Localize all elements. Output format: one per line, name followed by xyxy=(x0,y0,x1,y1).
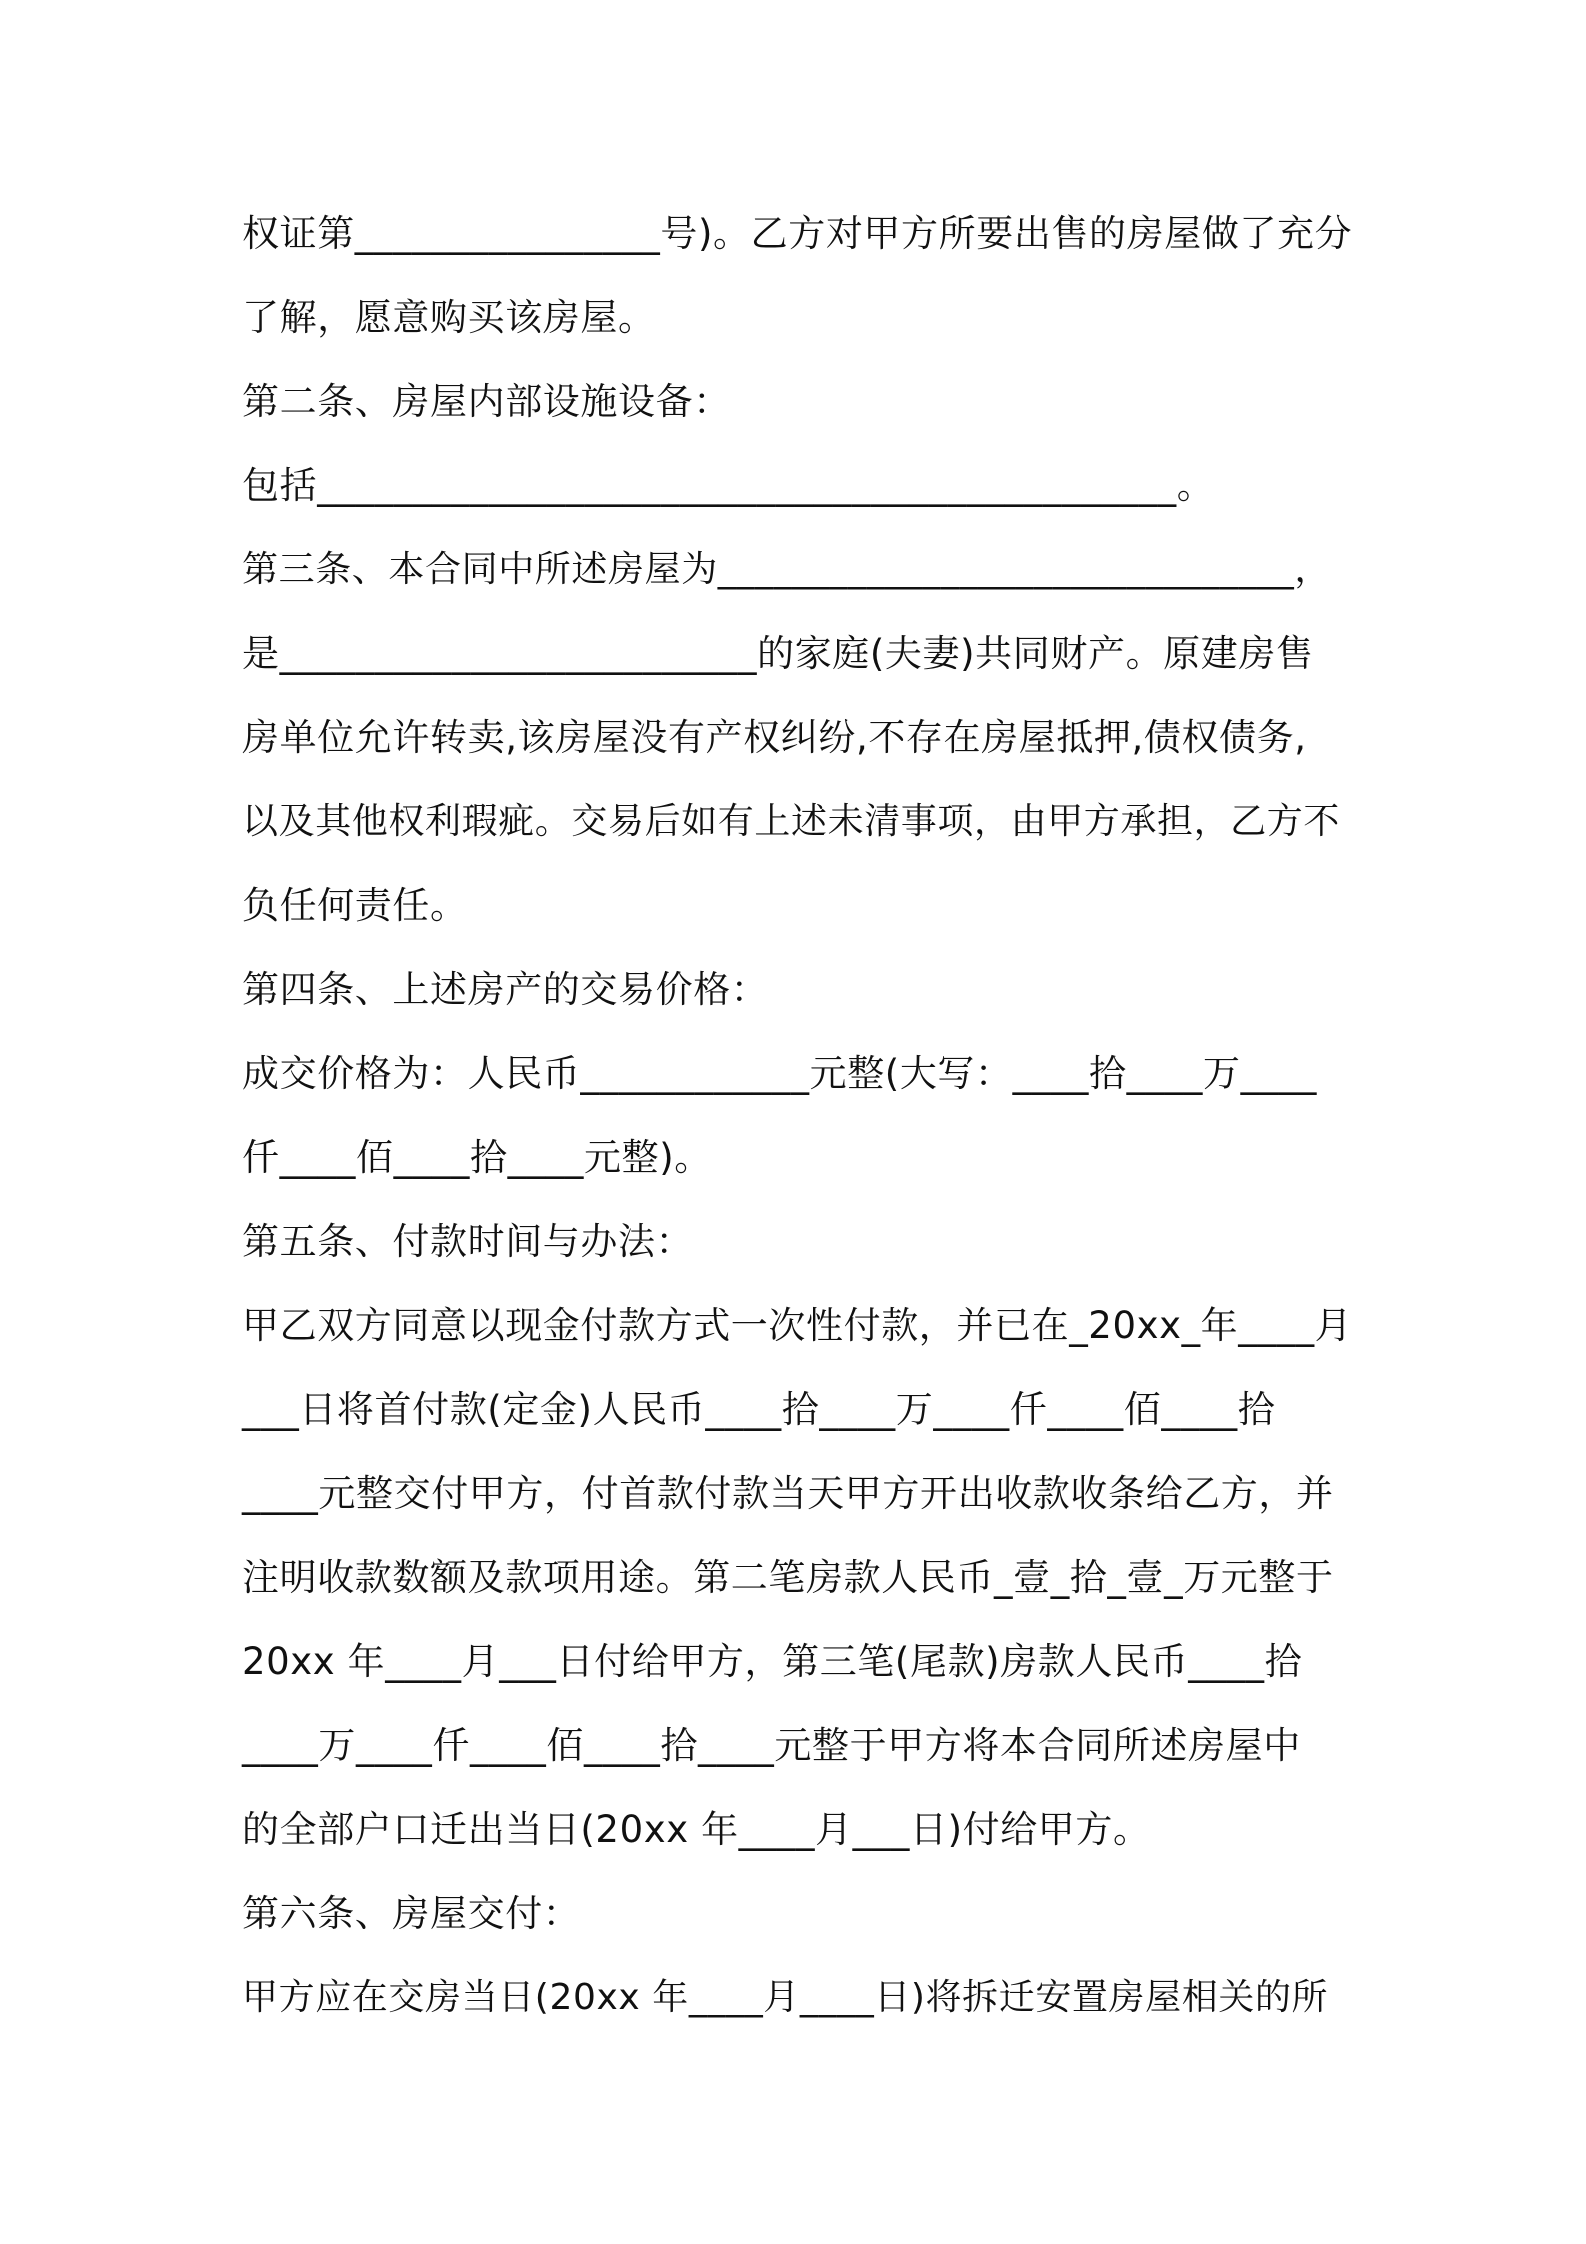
text-line: 20xx 年____月___日付给甲方，第三笔(尾款)房款人民币____拾 xyxy=(242,1640,1303,1683)
text-line: 以及其他权利瑕疵。交易后如有上述未清事项，由甲方承担，乙方不 xyxy=(242,801,1341,842)
text-line: 了解，愿意购买该房屋。 xyxy=(242,296,656,339)
text-line: 房单位允许转卖,该房屋没有产权纠纷,不存在房屋抵押,债权债务, xyxy=(242,716,1307,759)
text-line: 负任何责任。 xyxy=(242,884,468,927)
text-line: 注明收款数额及款项用途。第二笔房款人民币_壹_拾_壹_万元整于 xyxy=(242,1556,1334,1599)
text-line: ___日将首付款(定金)人民币____拾____万____仟____佰____拾 xyxy=(242,1388,1276,1431)
article-heading: 第三条、本合同中所述房屋为_______________________________， xyxy=(242,549,1331,590)
article-heading: 第五条、付款时间与办法： xyxy=(242,1220,694,1263)
text-line: 包括_____________________________________________。 xyxy=(242,464,1215,507)
article-heading: 第二条、房屋内部设施设备： xyxy=(242,380,731,423)
text-line: 成交价格为：人民币____________元整(大写：____拾____万____ xyxy=(242,1052,1318,1095)
text-line: 权证第________________号)。乙方对甲方所要出售的房屋做了充分 xyxy=(242,212,1353,255)
text-line: ____元整交付甲方，付首款付款当天甲方开出收款收条给乙方，并 xyxy=(242,1472,1334,1515)
text-line: 仟____佰____拾____元整)。 xyxy=(242,1136,712,1179)
text-line: ____万____仟____佰____拾____元整于甲方将本合同所述房屋中 xyxy=(242,1724,1301,1767)
article-heading: 第四条、上述房产的交易价格： xyxy=(242,968,769,1011)
text-line: 甲方应在交房当日(20xx 年____月____日)将拆迁安置房屋相关的所 xyxy=(242,1977,1329,2018)
article-heading: 第六条、房屋交付： xyxy=(242,1892,581,1935)
text-line: 是_________________________的家庭(夫妻)共同财产。原建房售 xyxy=(242,632,1314,675)
text-line: 甲乙双方同意以现金付款方式一次性付款，并已在_20xx_年____月 xyxy=(242,1304,1353,1347)
contract-body xyxy=(242,192,1352,2040)
text-line: 的全部户口迁出当日(20xx 年____月___日)付给甲方。 xyxy=(242,1808,1151,1851)
